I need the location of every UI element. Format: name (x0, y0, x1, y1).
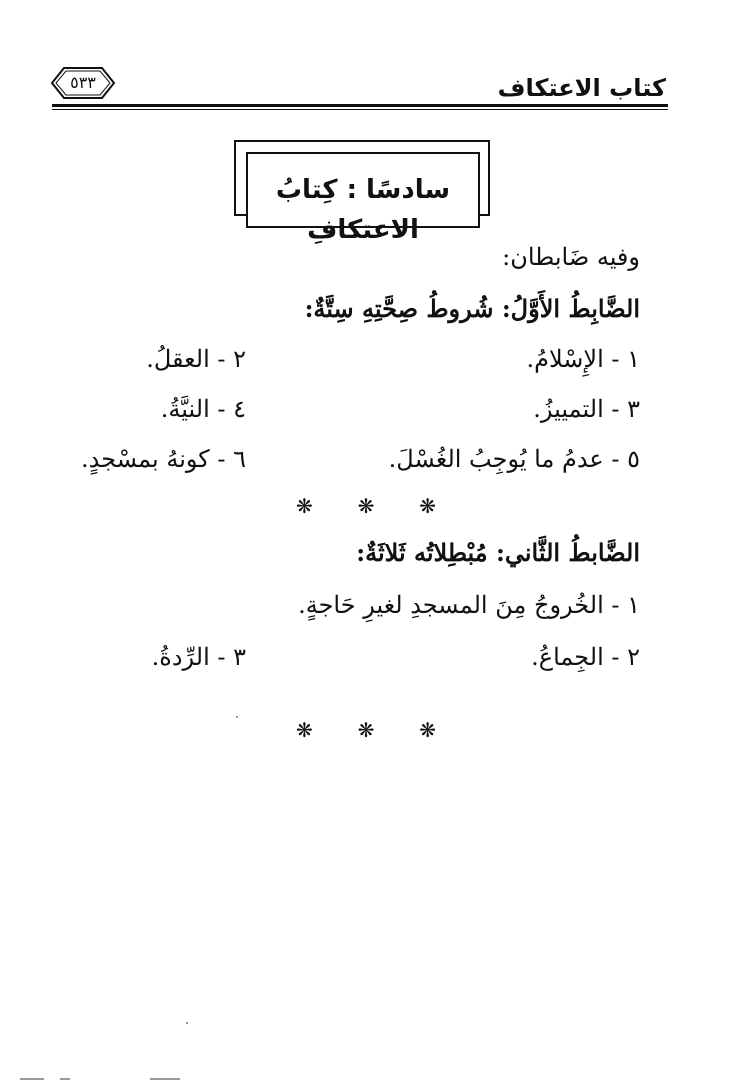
header-rule (52, 104, 668, 107)
asterism-icon: ❋ (357, 718, 375, 742)
rule-two-item: ١ - الخُروجُ مِنَ المسجدِ لغيرِ حَاجةٍ. (298, 591, 640, 619)
rule-one-item: ١ - الإِسْلامُ. (526, 345, 640, 373)
running-title: كتاب الاعتكاف (497, 74, 666, 102)
header-rule-thin (52, 109, 668, 110)
chapter-title: سادسًا : كِتابُ الاعتكافِ (275, 175, 451, 245)
asterism-icon: ❋ (419, 494, 436, 518)
asterism-icon: ❋ (419, 718, 436, 742)
page-number-badge (50, 66, 116, 100)
scan-speck (236, 716, 238, 718)
rule-two-heading: الضَّابطُ الثَّاني: مُبْطِلاتُه ثَلاثَةٌ: (356, 538, 640, 567)
rule-one-item: ٥ - عدمُ ما يُوجِبُ الغُسْلَ. (388, 445, 640, 473)
rule-one-item: ٢ - العقلُ. (146, 345, 246, 373)
rule-two-item: ٢ - الجِماعُ. (531, 643, 640, 671)
scan-edge-mark (150, 1078, 180, 1080)
scan-speck (186, 1022, 188, 1024)
rule-one-item: ٦ - كونهُ بمسْجدٍ. (81, 445, 246, 473)
rule-one-heading: الضَّابِطُ الأَوَّلُ: شُروطُ صِحَّتِهِ سِتَّةٌ: (304, 294, 640, 323)
asterism-icon: ❋ (296, 494, 313, 518)
page-number: ٥٣٣ (70, 73, 96, 92)
asterism-icon: ❋ (296, 718, 313, 742)
section-separator (296, 494, 436, 518)
rule-two-item: ٣ - الرِّدةُ. (151, 643, 246, 671)
section-separator (296, 718, 436, 742)
rule-one-item: ٣ - التمييزُ. (533, 395, 640, 423)
intro-line: وفيه ضَابطان: (502, 243, 640, 271)
scan-edge-mark (60, 1078, 70, 1080)
chapter-title-box (234, 140, 490, 245)
scan-edge-mark (20, 1078, 44, 1080)
asterism-icon: ❋ (357, 494, 375, 518)
rule-one-item: ٤ - النيَّةُ. (160, 395, 246, 423)
